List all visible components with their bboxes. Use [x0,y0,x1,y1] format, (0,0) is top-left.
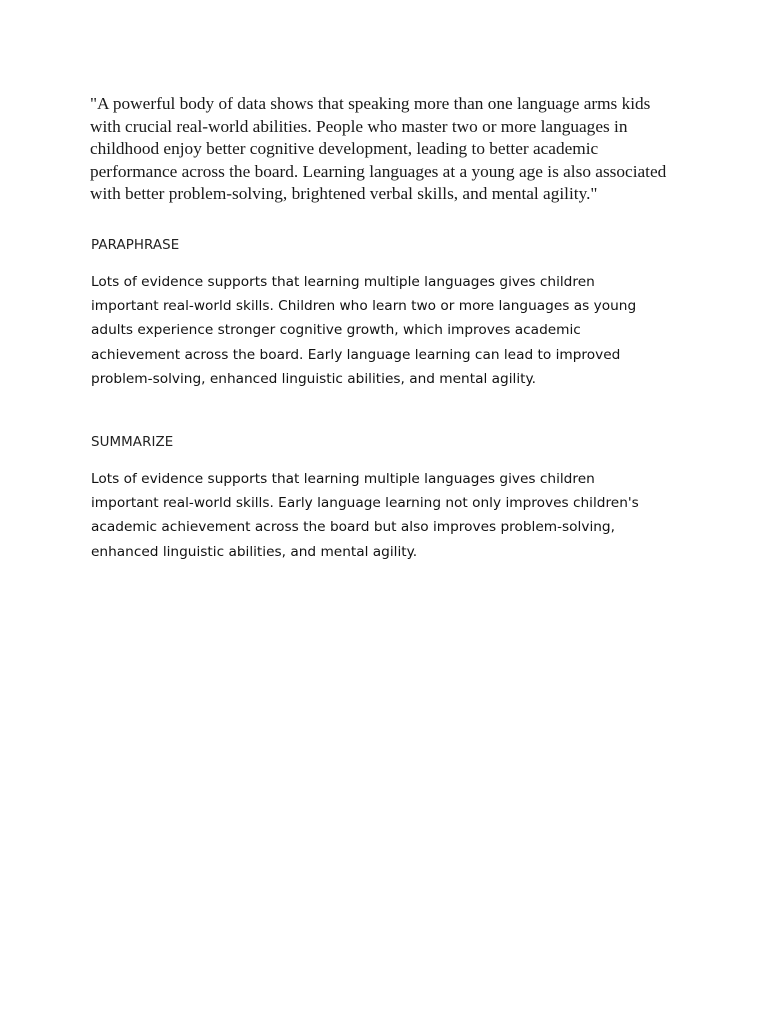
paraphrase-paragraph [91,270,691,391]
quote-line: with crucial real-world abilities. People who master two or more languages in [90,116,628,136]
quote-line: childhood enjoy better cognitive development, leading to better academic [90,139,599,159]
quote-line: "A powerful body of data shows that speaking more than one language arms kids [90,94,651,113]
paraphrase-heading: PARAPHRASE [91,238,180,253]
summarize-paragraph [91,467,691,564]
paraphrase-line: problem-solving, enhanced linguistic abilities, and mental agility. [91,370,536,387]
paraphrase-line: achievement across the board. Early language learning can lead to improved [91,346,621,363]
summarize-line: Lots of evidence supports that learning multiple languages gives children [91,471,595,487]
summarize-line: important real-world skills. Early language learning not only improves children's [91,495,639,512]
paraphrase-line: important real-world skills. Children who learn two or more languages as young [91,298,637,315]
paraphrase-line: Lots of evidence supports that learning multiple languages gives children [91,274,595,290]
original-quote [90,93,690,206]
summarize-heading: SUMMARIZE [91,435,174,450]
quote-line: performance across the board. Learning languages at a young age is also associated [90,161,667,181]
quote-line: with better problem-solving, brightened verbal skills, and mental agility." [90,184,598,204]
paraphrase-line: adults experience stronger cognitive growth, which improves academic [91,322,581,339]
summarize-line: enhanced linguistic abilities, and mental agility. [91,543,418,560]
summarize-line: academic achievement across the board but also improves problem-solving, [91,519,615,536]
